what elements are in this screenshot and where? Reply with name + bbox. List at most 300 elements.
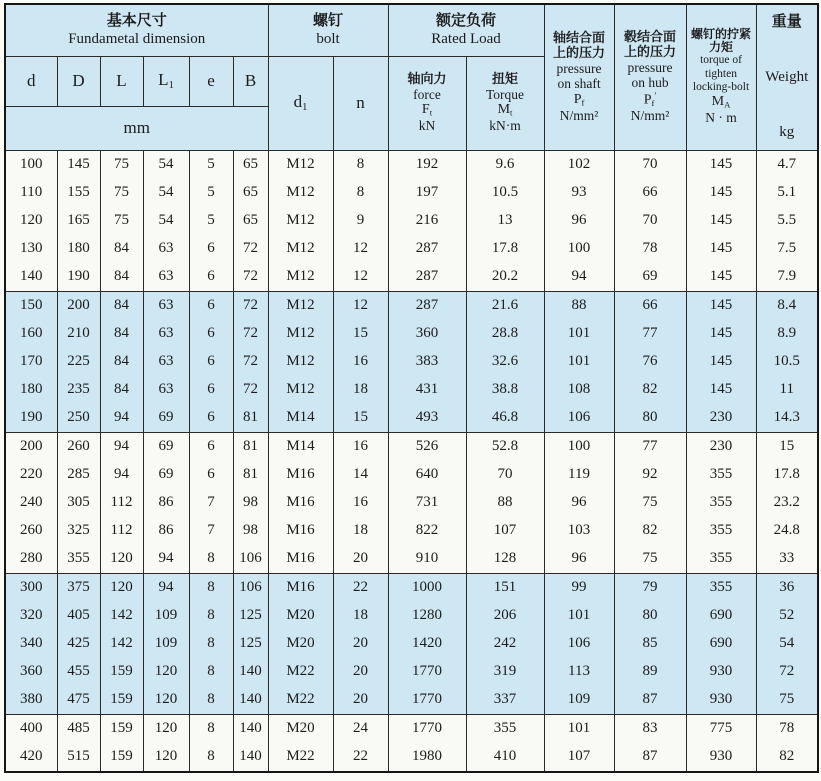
cell: 96 — [544, 489, 614, 517]
cell: 82 — [614, 517, 686, 545]
table-row — [5, 348, 818, 376]
cell: 235 — [57, 376, 100, 404]
cell: 75 — [100, 207, 143, 235]
cell: 72 — [233, 235, 268, 263]
cell: 69 — [614, 263, 686, 292]
cell: 515 — [57, 743, 100, 772]
cell: 160 — [5, 320, 57, 348]
cell: 8 — [189, 658, 233, 686]
pressure-hub-en1: pressure — [627, 59, 673, 75]
cell: 103 — [544, 517, 614, 545]
cell: 11 — [756, 376, 818, 404]
cell: 16 — [333, 432, 388, 461]
table-row — [5, 263, 818, 292]
cell: 8 — [189, 686, 233, 715]
cell: 8 — [333, 179, 388, 207]
col-header-torque — [466, 56, 544, 150]
table-row — [5, 404, 818, 433]
cell: 75 — [100, 179, 143, 207]
pressure-hub-en2: on hub — [631, 75, 669, 91]
cell: 485 — [57, 714, 100, 743]
cell: 7 — [189, 517, 233, 545]
col-group-basic-dimension — [5, 4, 268, 56]
cell: 120 — [5, 207, 57, 235]
force-unit: kN — [418, 118, 436, 134]
cell: 6 — [189, 291, 233, 320]
pressure-hub-unit: N/mm² — [630, 108, 670, 124]
cell: 79 — [614, 573, 686, 602]
cell: 20 — [333, 545, 388, 574]
cell: 20 — [333, 630, 388, 658]
cell: 375 — [57, 573, 100, 602]
locking-torque-en2: tighten — [705, 67, 737, 80]
pressure-shaft-zh1: 轴结合面 — [553, 29, 606, 45]
cell: 225 — [57, 348, 100, 376]
cell: 1770 — [388, 686, 466, 715]
table-row — [5, 179, 818, 207]
cell: 930 — [686, 743, 756, 772]
locking-torque-zh1: 螺钉的拧紧 — [691, 27, 752, 42]
cell: 5 — [189, 150, 233, 179]
cell: 355 — [466, 714, 544, 743]
table-header — [5, 4, 818, 150]
cell: 7 — [189, 489, 233, 517]
cell: 930 — [686, 658, 756, 686]
cell: 77 — [614, 320, 686, 348]
cell: 355 — [686, 573, 756, 602]
cell: 305 — [57, 489, 100, 517]
torque-symbol: $M_t$ — [497, 102, 513, 118]
cell: 130 — [5, 235, 57, 263]
cell: 109 — [143, 602, 189, 630]
cell: M12 — [268, 320, 333, 348]
cell: 240 — [5, 489, 57, 517]
cell: 78 — [756, 714, 818, 743]
cell: 230 — [686, 404, 756, 433]
cell: 242 — [466, 630, 544, 658]
cell: 400 — [5, 714, 57, 743]
locking-torque-symbol: $M_A$ — [711, 94, 731, 110]
cell: 180 — [57, 235, 100, 263]
col-header-force — [388, 56, 466, 150]
table-row — [5, 235, 818, 263]
cell: 93 — [544, 179, 614, 207]
cell: 107 — [466, 517, 544, 545]
cell: 120 — [100, 545, 143, 574]
force-en: force — [413, 86, 441, 102]
cell: 32.6 — [466, 348, 544, 376]
cell: 526 — [388, 432, 466, 461]
cell: 101 — [544, 714, 614, 743]
cell: 230 — [686, 432, 756, 461]
cell: M20 — [268, 714, 333, 743]
cell: 98 — [233, 517, 268, 545]
cell: 106 — [233, 573, 268, 602]
cell: 63 — [143, 376, 189, 404]
cell: 100 — [5, 150, 57, 179]
cell: 690 — [686, 602, 756, 630]
cell: 63 — [143, 263, 189, 292]
cell: M12 — [268, 348, 333, 376]
table-row — [5, 630, 818, 658]
cell: 355 — [686, 489, 756, 517]
cell: 1770 — [388, 714, 466, 743]
cell: 15 — [333, 404, 388, 433]
cell: 66 — [614, 291, 686, 320]
cell: M14 — [268, 432, 333, 461]
cell: 300 — [5, 573, 57, 602]
cell: 355 — [686, 545, 756, 574]
cell: 200 — [5, 432, 57, 461]
cell: 6 — [189, 263, 233, 292]
cell: 84 — [100, 348, 143, 376]
cell: 7.5 — [756, 235, 818, 263]
col-header-d1: $d_1$ — [268, 56, 333, 150]
cell: 94 — [143, 545, 189, 574]
cell: M20 — [268, 602, 333, 630]
cell: M22 — [268, 686, 333, 715]
spec-table — [4, 3, 819, 773]
cell: 15 — [756, 432, 818, 461]
cell: 410 — [466, 743, 544, 772]
cell: 355 — [686, 517, 756, 545]
cell: M12 — [268, 376, 333, 404]
cell: 170 — [5, 348, 57, 376]
cell: 200 — [57, 291, 100, 320]
cell: 65 — [233, 207, 268, 235]
cell: 142 — [100, 630, 143, 658]
cell: 38.8 — [466, 376, 544, 404]
cell: 145 — [686, 291, 756, 320]
locking-torque-en3: locking-bolt — [692, 80, 750, 93]
cell: 731 — [388, 489, 466, 517]
table-row — [5, 686, 818, 715]
cell: 88 — [544, 291, 614, 320]
cell: 81 — [233, 404, 268, 433]
cell: 54 — [143, 207, 189, 235]
cell: 18 — [333, 517, 388, 545]
cell: 94 — [100, 461, 143, 489]
table-row — [5, 573, 818, 602]
cell: 145 — [686, 207, 756, 235]
unit-row-mm: mm — [5, 106, 268, 150]
cell: 52 — [756, 602, 818, 630]
cell: 72 — [233, 348, 268, 376]
cell: 319 — [466, 658, 544, 686]
cell: 84 — [100, 263, 143, 292]
cell: 425 — [57, 630, 100, 658]
basic-dimension-zh: 基本尺寸 — [106, 13, 167, 30]
cell: 822 — [388, 517, 466, 545]
cell: 101 — [544, 320, 614, 348]
cell: 63 — [143, 235, 189, 263]
col-header-n: n — [333, 56, 388, 150]
pressure-hub-zh2: 上的压力 — [624, 43, 677, 59]
cell: 65 — [233, 150, 268, 179]
cell: 493 — [388, 404, 466, 433]
pressure-shaft-zh2: 上的压力 — [553, 44, 606, 60]
cell: 89 — [614, 658, 686, 686]
col-header-weight — [756, 4, 818, 150]
cell: 75 — [100, 150, 143, 179]
pressure-hub-zh1: 毂结合面 — [624, 28, 677, 44]
rated-load-en: Rated Load — [431, 31, 501, 48]
cell: 140 — [233, 686, 268, 715]
cell: 94 — [544, 263, 614, 292]
cell: 120 — [143, 743, 189, 772]
table-row — [5, 150, 818, 179]
table-row — [5, 320, 818, 348]
cell: 75 — [614, 545, 686, 574]
cell: 250 — [57, 404, 100, 433]
cell: 92 — [614, 461, 686, 489]
cell: 14.3 — [756, 404, 818, 433]
cell: 24.8 — [756, 517, 818, 545]
cell: M16 — [268, 489, 333, 517]
rated-load-zh: 额定负荷 — [436, 13, 497, 30]
cell: 120 — [143, 686, 189, 715]
cell: 287 — [388, 291, 466, 320]
torque-en: Torque — [486, 86, 525, 102]
cell: 70 — [614, 207, 686, 235]
cell: 8 — [189, 630, 233, 658]
cell: 16 — [333, 489, 388, 517]
cell: 8.4 — [756, 291, 818, 320]
table-row — [5, 658, 818, 686]
cell: M16 — [268, 517, 333, 545]
cell: 63 — [143, 291, 189, 320]
cell: 337 — [466, 686, 544, 715]
cell: 9.6 — [466, 150, 544, 179]
cell: 86 — [143, 517, 189, 545]
cell: 75 — [614, 489, 686, 517]
cell: 340 — [5, 630, 57, 658]
cell: M12 — [268, 150, 333, 179]
cell: 17.8 — [466, 235, 544, 263]
cell: 120 — [100, 573, 143, 602]
cell: 63 — [143, 320, 189, 348]
col-header-D: D — [57, 56, 100, 106]
cell: 20 — [333, 686, 388, 715]
cell: 325 — [57, 517, 100, 545]
col-header-d: d — [5, 56, 57, 106]
cell: 260 — [57, 432, 100, 461]
cell: M16 — [268, 461, 333, 489]
cell: 125 — [233, 602, 268, 630]
cell: 87 — [614, 686, 686, 715]
cell: M22 — [268, 743, 333, 772]
cell: 142 — [100, 602, 143, 630]
cell: 8 — [189, 714, 233, 743]
cell: 120 — [143, 714, 189, 743]
cell: 192 — [388, 150, 466, 179]
cell: 10.5 — [756, 348, 818, 376]
cell: 106 — [544, 630, 614, 658]
cell: 14 — [333, 461, 388, 489]
cell: 4.7 — [756, 150, 818, 179]
cell: 112 — [100, 517, 143, 545]
cell: 69 — [143, 404, 189, 433]
weight-zh: 重量 — [771, 14, 802, 31]
torque-unit: kN·m — [489, 118, 521, 134]
col-group-bolt — [268, 4, 388, 56]
cell: 36 — [756, 573, 818, 602]
cell: 24 — [333, 714, 388, 743]
cell: 84 — [100, 291, 143, 320]
cell: 66 — [614, 179, 686, 207]
torque-zh: 扭矩 — [492, 70, 519, 86]
cell: 210 — [57, 320, 100, 348]
cell: 54 — [756, 630, 818, 658]
cell: 72 — [756, 658, 818, 686]
pressure-shaft-en1: pressure — [556, 60, 602, 76]
cell: 28.8 — [466, 320, 544, 348]
cell: 6 — [189, 348, 233, 376]
cell: 63 — [143, 348, 189, 376]
cell: 7.9 — [756, 263, 818, 292]
cell: 106 — [544, 404, 614, 433]
cell: 145 — [686, 376, 756, 404]
cell: 455 — [57, 658, 100, 686]
cell: 383 — [388, 348, 466, 376]
cell: 285 — [57, 461, 100, 489]
cell: 109 — [544, 686, 614, 715]
cell: 930 — [686, 686, 756, 715]
cell: 54 — [143, 150, 189, 179]
bolt-zh: 螺钉 — [313, 13, 344, 30]
col-header-pressure-hub — [614, 4, 686, 150]
cell: 9 — [333, 207, 388, 235]
table-row — [5, 376, 818, 404]
cell: 12 — [333, 263, 388, 292]
cell: 180 — [5, 376, 57, 404]
cell: 128 — [466, 545, 544, 574]
cell: 8 — [333, 150, 388, 179]
cell: M12 — [268, 179, 333, 207]
cell: 88 — [466, 489, 544, 517]
cell: 125 — [233, 630, 268, 658]
cell: 20.2 — [466, 263, 544, 292]
cell: 216 — [388, 207, 466, 235]
cell: 22 — [333, 743, 388, 772]
cell: 355 — [57, 545, 100, 574]
cell: 150 — [5, 291, 57, 320]
table-body — [5, 150, 818, 772]
cell: 16 — [333, 348, 388, 376]
cell: 8 — [189, 743, 233, 772]
cell: 101 — [544, 348, 614, 376]
cell: 76 — [614, 348, 686, 376]
cell: M12 — [268, 291, 333, 320]
table-row — [5, 602, 818, 630]
cell: 145 — [686, 150, 756, 179]
cell: 405 — [57, 602, 100, 630]
cell: 165 — [57, 207, 100, 235]
cell: 80 — [614, 404, 686, 433]
col-header-B: B — [233, 56, 268, 106]
cell: M12 — [268, 207, 333, 235]
cell: 83 — [614, 714, 686, 743]
cell: 72 — [233, 376, 268, 404]
cell: 320 — [5, 602, 57, 630]
table-row — [5, 517, 818, 545]
cell: 5.5 — [756, 207, 818, 235]
cell: 81 — [233, 432, 268, 461]
cell: M20 — [268, 630, 333, 658]
cell: 8 — [189, 545, 233, 574]
cell: M12 — [268, 235, 333, 263]
cell: 81 — [233, 461, 268, 489]
cell: 145 — [686, 263, 756, 292]
cell: 12 — [333, 291, 388, 320]
cell: 159 — [100, 658, 143, 686]
cell: 69 — [143, 461, 189, 489]
cell: 85 — [614, 630, 686, 658]
cell: 18 — [333, 376, 388, 404]
cell: 5.1 — [756, 179, 818, 207]
col-header-pressure-shaft — [544, 4, 614, 150]
table-row — [5, 489, 818, 517]
cell: 84 — [100, 320, 143, 348]
cell: 80 — [614, 602, 686, 630]
table-row — [5, 291, 818, 320]
cell: 12 — [333, 235, 388, 263]
cell: 360 — [388, 320, 466, 348]
cell: 113 — [544, 658, 614, 686]
cell: 140 — [233, 743, 268, 772]
cell: 6 — [189, 461, 233, 489]
cell: 287 — [388, 235, 466, 263]
force-symbol: $F_t$ — [421, 102, 433, 118]
cell: 110 — [5, 179, 57, 207]
table-row — [5, 432, 818, 461]
col-header-locking-torque — [686, 4, 756, 150]
cell: 190 — [57, 263, 100, 292]
cell: 33 — [756, 545, 818, 574]
cell: 18 — [333, 602, 388, 630]
cell: M14 — [268, 404, 333, 433]
cell: 120 — [143, 658, 189, 686]
cell: 220 — [5, 461, 57, 489]
table-row — [5, 461, 818, 489]
cell: M22 — [268, 658, 333, 686]
cell: 145 — [686, 235, 756, 263]
cell: 260 — [5, 517, 57, 545]
table-row — [5, 207, 818, 235]
cell: 190 — [5, 404, 57, 433]
cell: 159 — [100, 714, 143, 743]
locking-torque-en1: torque of — [700, 54, 742, 67]
cell: 1000 — [388, 573, 466, 602]
cell: 72 — [233, 320, 268, 348]
bolt-en: bolt — [316, 31, 340, 48]
pressure-hub-symbol: $P_f'$ — [643, 90, 657, 108]
cell: 360 — [5, 658, 57, 686]
cell: 119 — [544, 461, 614, 489]
cell: 5 — [189, 179, 233, 207]
cell: 75 — [756, 686, 818, 715]
pressure-shaft-unit: N/mm² — [559, 107, 599, 123]
cell: 86 — [143, 489, 189, 517]
cell: 17.8 — [756, 461, 818, 489]
force-zh: 轴向力 — [407, 70, 447, 86]
cell: 106 — [233, 545, 268, 574]
cell: 640 — [388, 461, 466, 489]
cell: 8 — [189, 602, 233, 630]
cell: 1420 — [388, 630, 466, 658]
cell: 82 — [756, 743, 818, 772]
cell: 107 — [544, 743, 614, 772]
